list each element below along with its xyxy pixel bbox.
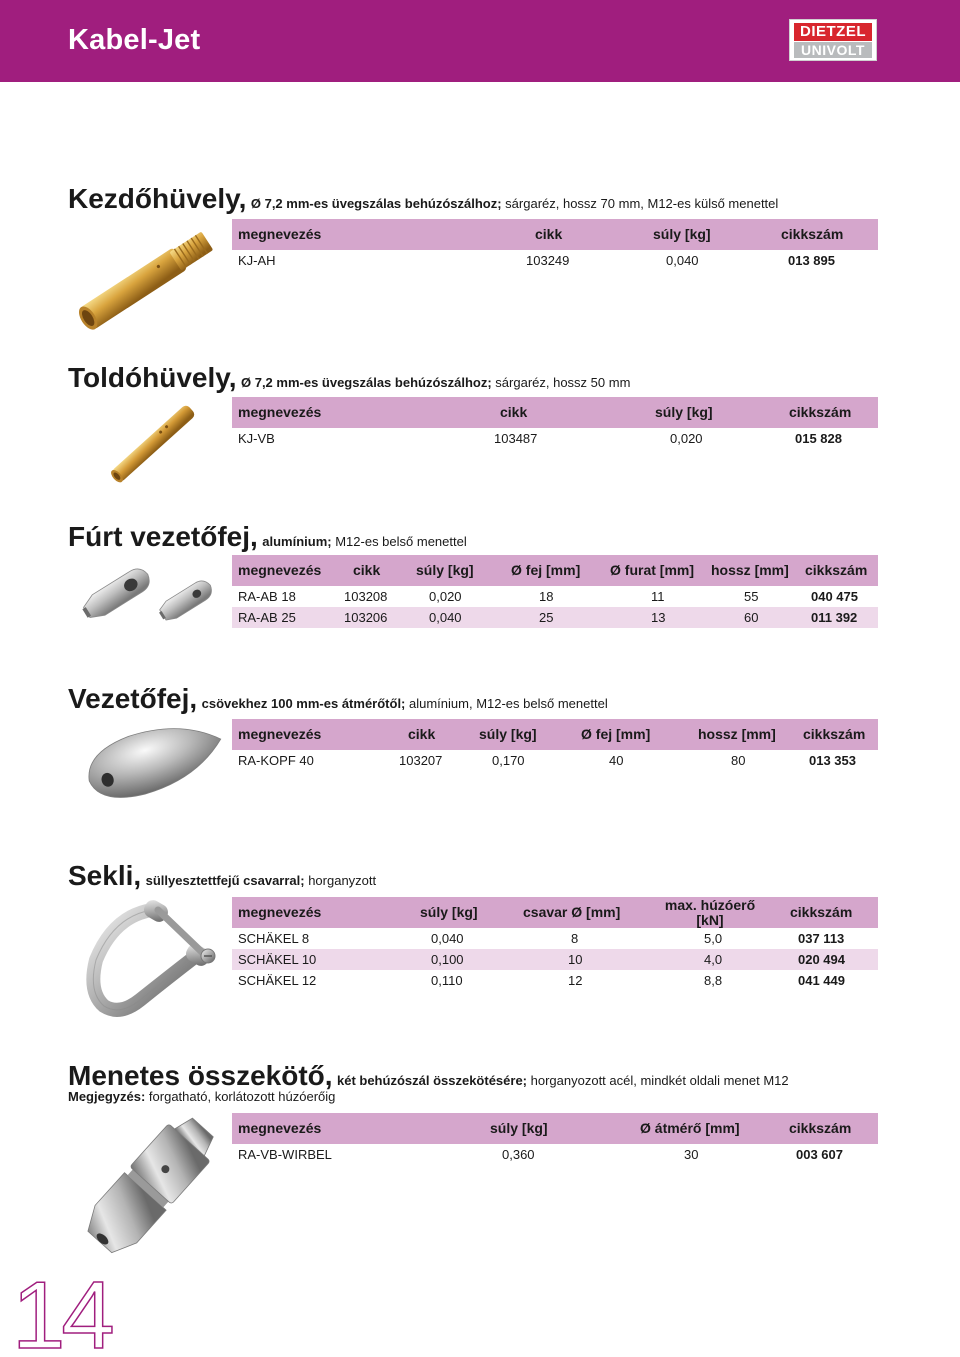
cell: 0,040 <box>666 253 699 268</box>
cell: 0,040 <box>429 610 462 625</box>
section-subtitle: horganyzott <box>304 873 377 888</box>
col-header: hossz [mm] <box>698 726 776 742</box>
cell: 40 <box>609 753 624 768</box>
col-header: Ø fej [mm] <box>581 726 651 742</box>
swivel-connector-icon <box>72 1108 232 1260</box>
cell: SCHÄKEL 10 <box>238 952 317 967</box>
section-heading: Toldóhüvely, <box>68 362 237 393</box>
cell: SCHÄKEL 8 <box>238 931 310 946</box>
section-title-kezdohuvely <box>68 185 778 213</box>
cell: 0,020 <box>429 589 462 604</box>
col-header: súly [kg] <box>479 726 537 742</box>
cell: 60 <box>744 610 759 625</box>
cell: 041 449 <box>798 973 845 988</box>
table-kezdohuvely <box>232 219 878 271</box>
section-subtitle: alumínium, M12-es belső menettel <box>405 696 608 711</box>
table-toldohuvely <box>232 397 878 449</box>
cell: 020 494 <box>798 952 845 967</box>
col-header: megnevezés <box>238 726 322 742</box>
col-header: megnevezés <box>238 904 322 920</box>
col-header: cikkszám <box>789 1120 852 1136</box>
table-vezetofej <box>232 719 878 771</box>
cell: 011 392 <box>811 610 858 625</box>
table-row <box>232 1144 878 1165</box>
table-menetes-osszekoto <box>232 1113 878 1165</box>
cell: 103208 <box>344 589 388 604</box>
col-header: cikkszám <box>790 904 853 920</box>
table-header-row <box>232 897 878 928</box>
cell: 11 <box>651 589 665 604</box>
page-number: 14 <box>12 1262 111 1357</box>
shackle-icon <box>74 896 224 1018</box>
table-row <box>232 250 878 271</box>
cell: 13 <box>651 610 666 625</box>
table-furt-vezetofej <box>232 555 878 628</box>
section-subtitle-bold: Ø 7,2 mm-es üvegszálas behúzószálhoz; <box>250 196 502 211</box>
cell: 18 <box>539 589 554 604</box>
table-header-row <box>232 219 878 250</box>
col-header: súly [kg] <box>653 226 711 242</box>
section-note <box>68 1089 335 1104</box>
cell: 0,110 <box>431 973 463 988</box>
table-header-row <box>232 1113 878 1144</box>
col-header: Ø furat [mm] <box>610 562 694 578</box>
cell: 103487 <box>494 431 538 446</box>
cell: 103249 <box>526 253 570 268</box>
table-header-row <box>232 719 878 750</box>
cell: 0,170 <box>492 753 525 768</box>
section-heading: Kezdőhüvely, <box>68 183 247 214</box>
cell: 0,100 <box>431 952 464 967</box>
cell: 25 <box>539 610 554 625</box>
table-row <box>232 607 878 628</box>
cell: 55 <box>744 589 759 604</box>
col-header: cikkszám <box>781 226 844 242</box>
cell: 013 353 <box>809 753 856 768</box>
section-title-menetes-osszekoto <box>68 1062 789 1090</box>
section-heading: Menetes összekötő, <box>68 1060 333 1091</box>
col-header: súly [kg] <box>490 1120 548 1136</box>
col-header: cikkszám <box>803 726 866 742</box>
header-title: Kabel-Jet <box>68 24 201 56</box>
cell: 0,020 <box>670 431 703 446</box>
col-header: súly [kg] <box>655 404 713 420</box>
col-header: csavar Ø [mm] <box>523 904 621 920</box>
section-subtitle-bold: alumínium; <box>262 534 332 549</box>
cell: RA-KOPF 40 <box>238 753 314 768</box>
note-text: forgatható, korlátozott húzóerőig <box>145 1089 336 1104</box>
section-title-furt-vezetofej <box>68 523 467 551</box>
col-header: cikkszám <box>805 562 868 578</box>
section-title-toldohuvely <box>68 364 630 392</box>
table-sekli <box>232 897 878 991</box>
col-header: Ø átmérő [mm] <box>640 1120 740 1136</box>
brass-sleeve-icon <box>68 222 228 334</box>
table-row <box>232 750 878 771</box>
brass-connector-icon <box>88 398 218 488</box>
cell: 10 <box>568 952 583 967</box>
col-header: cikk <box>535 226 563 242</box>
cell: 8,8 <box>704 973 723 988</box>
section-title-vezetofej <box>68 685 608 713</box>
col-header: max. húzóerő [kN] <box>664 897 756 928</box>
cell: 0,360 <box>502 1147 535 1162</box>
section-subtitle: sárgaréz, hossz 50 mm <box>491 375 631 390</box>
col-header: cikk <box>408 726 436 742</box>
table-row <box>232 970 878 991</box>
section-subtitle-bold: csövekhez 100 mm-es átmérőtől; <box>201 696 406 711</box>
table-row <box>232 928 878 949</box>
cell: 103207 <box>399 753 443 768</box>
cell: 12 <box>568 973 583 988</box>
cell: 8 <box>571 931 579 946</box>
section-subtitle: sárgaréz, hossz 70 mm, M12-es külső menettel <box>501 196 779 211</box>
brand-logo <box>789 19 877 61</box>
section-title-sekli <box>68 862 376 890</box>
table-row <box>232 428 878 449</box>
page-header <box>0 0 960 82</box>
col-header: hossz [mm] <box>711 562 789 578</box>
cell: KJ-AH <box>238 253 276 268</box>
cell: 013 895 <box>788 253 835 268</box>
cell: RA-AB 18 <box>238 589 296 604</box>
cell: 80 <box>731 753 746 768</box>
section-heading: Fúrt vezetőfej, <box>68 521 258 552</box>
section-subtitle-bold: két behúzószál összekötésére; <box>336 1073 528 1088</box>
cell: 003 607 <box>796 1147 843 1162</box>
cell: 30 <box>684 1147 699 1162</box>
section-heading: Sekli, <box>68 860 142 891</box>
guide-head-icon <box>80 718 230 802</box>
col-header: cikk <box>500 404 528 420</box>
table-header-row <box>232 555 878 586</box>
cell: 0,040 <box>431 931 464 946</box>
note-label: Megjegyzés: <box>68 1089 146 1104</box>
col-header: megnevezés <box>238 226 322 242</box>
col-header: megnevezés <box>238 562 322 578</box>
section-subtitle-bold: Ø 7,2 mm-es üvegszálas behúzószálhoz; <box>240 375 492 390</box>
cell: 4,0 <box>704 952 723 967</box>
col-header: súly [kg] <box>420 904 478 920</box>
section-subtitle: M12-es belső menettel <box>331 534 467 549</box>
col-header: megnevezés <box>238 404 322 420</box>
col-header: Ø fej [mm] <box>511 562 581 578</box>
drilled-guide-head-icon <box>78 560 228 626</box>
col-header: cikkszám <box>789 404 852 420</box>
cell: RA-AB 25 <box>238 610 296 625</box>
cell: RA-VB-WIRBEL <box>238 1147 332 1162</box>
cell: 015 828 <box>795 431 842 446</box>
logo-bottom-text: UNIVOLT <box>794 42 872 58</box>
logo-top-text: DIETZEL <box>794 23 872 41</box>
cell: 040 475 <box>811 589 858 604</box>
col-header: súly [kg] <box>416 562 474 578</box>
cell: KJ-VB <box>238 431 275 446</box>
table-row <box>232 586 878 607</box>
col-header: megnevezés <box>238 1120 322 1136</box>
cell: SCHÄKEL 12 <box>238 973 317 988</box>
section-subtitle: horganyozott acél, mindkét oldali menet M12 <box>527 1073 789 1088</box>
col-header: cikk <box>353 562 381 578</box>
cell: 037 113 <box>798 931 845 946</box>
table-row <box>232 949 878 970</box>
table-header-row <box>232 397 878 428</box>
section-subtitle-bold: süllyesztettfejű csavarral; <box>145 873 305 888</box>
section-heading: Vezetőfej, <box>68 683 198 714</box>
cell: 103206 <box>344 610 388 625</box>
cell: 5,0 <box>704 931 723 946</box>
